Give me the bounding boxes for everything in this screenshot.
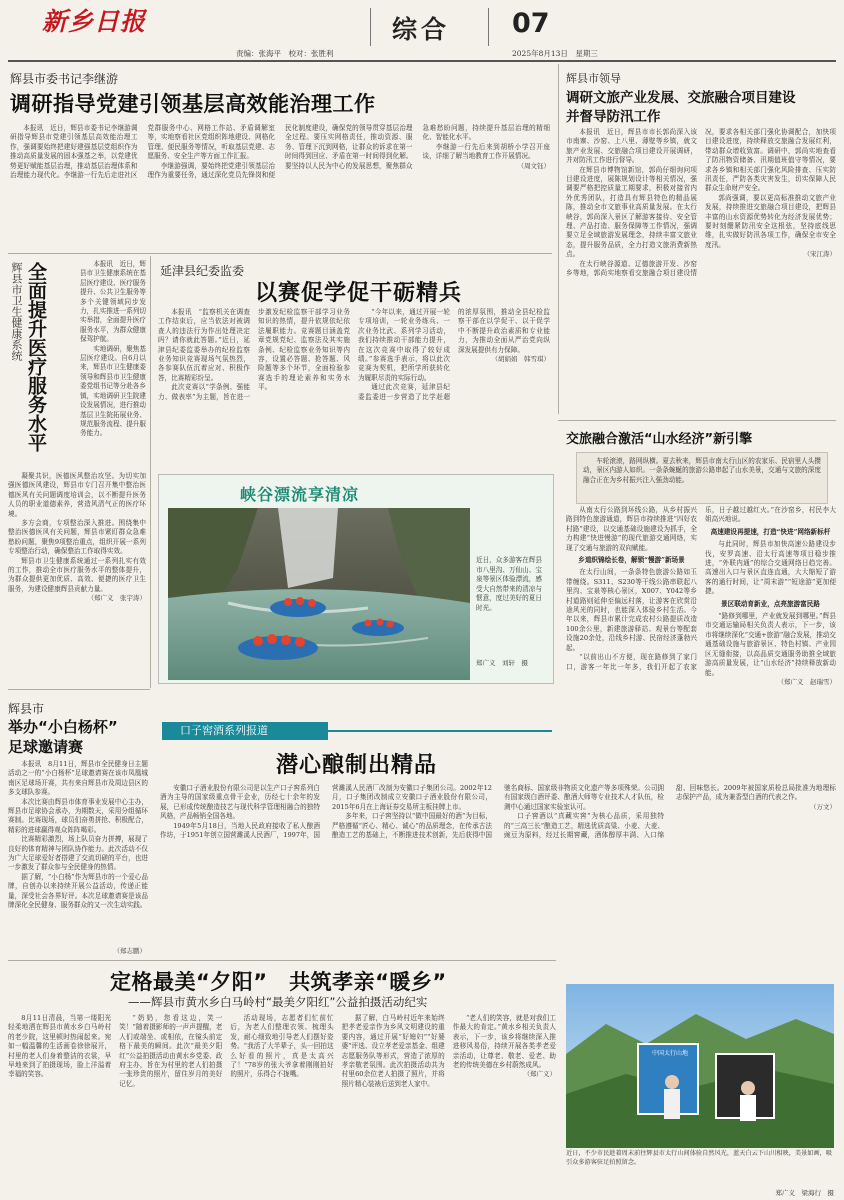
rafting-photo-illustration xyxy=(168,508,470,680)
article6-paragraph: 口子窖酒以“真藏实窖”为核心品质，采用独特的“三高三长”酿造工艺，精选优质高粱、小麦、大麦、豌豆为原料，经过长期窖藏，酒体醇厚丰满、入口绵甜、回味悠长。2009年被国家质检总局批准为地理标志保护产品，成为兼香型白酒的代表之作。 xyxy=(504,784,836,840)
right-column-rule xyxy=(558,64,559,414)
mountain-photo-illustration xyxy=(566,984,834,1148)
article7-photo xyxy=(566,984,834,1148)
article5-body xyxy=(8,760,148,944)
article7-paragraph: 与此同时，辉县市加快高速公路建设步伐，安罗高速、沿太行高速等项目稳步推进，“外联内通”的综合交通网络日趋完善。高速出入口与景区直连直通，大大缩短了游客的通行时间，让“周末游”“短途游”更加便捷。 xyxy=(705,540,836,596)
article5-kicker: 辉县市 xyxy=(8,702,45,716)
article1-paragraph: 李继游强调，要始终把党建引领基层治理作为重要任务，通过深化党员先锋岗和便民化制度建设，确保党的领导贯穿基层治理全过程。要压实网格责任，推动资源、服务、管理下沉到网格，让群众的诉求在第一时间得到回应、矛盾在第一时间得到化解。要坚持以人民为中心的发展思想，聚焦群众急难愁盼问题，持续提升基层治理的精细化、智能化水平。 xyxy=(147,124,550,180)
article1-headline: 调研指导党建引领基层高效能治理工作 xyxy=(10,92,376,116)
article8-credit: （郑广义） xyxy=(523,1070,556,1079)
photo1-title: 峡谷漂流享清凉 xyxy=(240,485,360,504)
article7-intro-box xyxy=(576,452,828,504)
article3-bottom-rule xyxy=(8,689,150,690)
article2-credit: （宋江涛） xyxy=(803,250,836,259)
article3-paragraph: 本报讯 近日，辉县市卫生健康系统在基层医疗建设、医疗服务提升、公共卫生服务等多个关键领域同步发力，扎实推进一系列切实举措，全面提升医疗服务水平，为群众健康保驾护航。 xyxy=(80,260,146,344)
article3-paragraph: 实地调研，聚焦基层医疗建设。自6月以来，辉县市卫生健康委领导和辉县市卫生健康委党组书记等分赴各乡镇，实地调研卫生院建设发展情况，进行推动基层卫生院拓展业务、规范服务流程、提升服务能力。 xyxy=(80,344,146,438)
article3-credit: （郑广义 张宇涛） xyxy=(87,594,146,603)
article4-paragraph: 通过此次竞赛，延津县纪委监委进一步营造了比学赶超的浓厚氛围，推动全县纪检监察干部在以学促干、以干促学中不断提升政治素质和专业能力，为推动全面从严治党向纵深发展提供有力保障。 xyxy=(358,308,550,401)
article6-body xyxy=(160,784,836,956)
article5-headline-line1: 举办“小白杨杯” xyxy=(8,718,118,736)
article7-credit: （郑广义 赵瑞雪） xyxy=(777,677,836,686)
article7-subhead: 乡道织锦绘长卷，解锁“慢游”新场景 xyxy=(578,556,685,565)
article7-poster-title: 中国太行山地 xyxy=(651,1050,688,1057)
masthead-logo-text: 新乡日报 xyxy=(42,7,147,36)
article2-paragraph: 在太行峡谷源道、辽德旅游开发、沙窑乡等地，郭尚实地察看交旅融合项目建设情况，要求各相关部门强化协调配合，加快项目建设进度，持续释放交旅融合发展红利，带动群众增收致富。调研中，郭尚实地查看了防汛物资储备、汛期值班值守等情况，要求各乡镇和相关部门强化风险排查、压实防汛责任，严防各类灾害发生，切实保障人民群众生命财产安全。 xyxy=(566,128,836,278)
article1-paragraph: 本报讯 近日，辉县市委书记李继游调研指导辉县市党建引领基层高效能治理工作，强调要始终把建好建强基层党组织作为推动高质量发展的固本强基之举，以党建优势更好赋能基层治理，推动基层治理体系和治理能力现代化。李继游一行先后走进社区党群服务中心、网格工作站、矛盾调解室等，实地察看社区党组织阵地建设、网格化管理、便民服务等情况，听取基层党建、志愿服务、安全生产等方面工作汇报。 xyxy=(10,124,275,180)
article3-paragraph: 多方会商，专项整治深入推进。围绕集中整治医德医风有关问题，辉县市紧盯群众急难愁盼问题，聚焦9项整治重点，组织开展一系列专项整治行动，确保整治工作取得实效。 xyxy=(8,519,146,556)
article1-bottom-rule xyxy=(8,253,552,254)
article2-paragraph: 郭尚强调，要以更高标准推动文旅产业发展，持续推进交旅融合项目建设，把辉县丰富的山水资源优势转化为经济发展优势；要时刻绷紧防汛安全这根弦，坚持底线思维，扎实做好防汛各项工作，确保全市安全度汛。 xyxy=(705,193,836,249)
article5-paragraph: 本报讯 8月11日，辉县市全民健身日主题活动之一的“小白杨杯”足球邀请赛在该市凤凰城南区足球场开赛，共有来自辉县市及周边县区的多支球队参赛。 xyxy=(8,760,148,797)
article3-body-top xyxy=(80,260,146,470)
article4-paragraph: “今年以来，通过开展一轮专项培训，一轮业务练兵、一次业务比武、系列学习活动，我们持续推动干部能力提升，在这次竞赛中取得了较好成绩。”参赛选手表示，将以此次竞赛为契机，把所学所获转化为履职尽责的实际行动。 xyxy=(358,308,450,382)
article3-vertical-headline: 全面提升医疗服务水平 xyxy=(25,262,47,452)
article6-paragraph: 多年来，口子窖坚持以“做中国最好的酒”为目标，严格遵循“匠心、精心、诚心”的品质理念，在传承古法酿造工艺的基础上，不断推进技术创新，先后获得中国驰名商标、国家级非物质文化遗产等多项殊荣。公司拥有国家级白酒评委、酿酒大师等专业技术人才队伍，检测中心通过国家实验室认可。 xyxy=(332,784,664,840)
article8-subheadline: ——辉县市黄水乡白马岭村“最美夕阳红”公益拍摄活动纪实 xyxy=(128,995,428,1009)
article1-kicker: 辉县市委书记李继游 xyxy=(10,72,119,86)
article4-paragraph: 本报讯 “监察机关在调查工作结束后，应当依法对被调查人的违法行为作出处理决定吗？请你就此答题。”近日，延津县纪委监委举办的纪检监察业务知识竞赛现场气氛热烈，各参赛队伍沉着应对、积极作答，比赛精彩纷呈。 xyxy=(158,308,250,382)
article1-body xyxy=(10,124,550,248)
article1-credit: （周文钰） xyxy=(517,161,550,170)
article7-photo-caption: 近日，不少市民趁着周末前往辉县市太行山间体验自然风光，蓝天白云下山川相映，美景如画，吸引众多游客驻足拍照留念。 xyxy=(566,1150,833,1166)
article5-headline-line2: 足球邀请赛 xyxy=(8,738,84,756)
article3-body-bottom xyxy=(8,472,146,684)
article5-credit: （郑志鹏） xyxy=(113,947,146,955)
article7-headline: 交旅融合激活“山水经济”新引擎 xyxy=(566,432,753,447)
article6-paragraph: 1949年5月18日，当地人民政府接收了私人酿酒作坊，于1951年创立国营濉溪人民酒厂，1997年，国营濉溪人民酒厂改制为安徽口子集团公司。2002年12月，口子集团改制成立安徽口子酒业股份有限公司，2015年6月在上海证券交易所主板挂牌上市。 xyxy=(160,784,492,840)
article5-paragraph: 据了解，“小白杨”作为辉县市的一个爱心品牌，自创办以来持续开展公益活动，传递正能量，深受社会各界好评。本次足球邀请赛是该品牌深化全民健身、服务群众的又一次生动实践。 xyxy=(8,872,148,910)
article2-paragraph: 在辉县市博物馆新馆，郭尚仔细询问项目建设进度，展陈规划设计等相关情况，强调要严格把控质量工期要求，积极对接省内外优秀团队，打造具有辉县特色的精品展陈，推动全市文旅事业高质量发展。在太行峡谷，郭尚深入景区了解游客接待、安全管理、产品打造、服务保障等工作情况，强调要立足全域旅游发展理念，持续丰富文旅业态，提升服务品质，全力打造文旅消费新热点。 xyxy=(566,165,697,259)
article8-headline: 定格最美“夕阳” 共筑孝亲“暖乡” xyxy=(110,970,447,994)
article4-paragraph: 此次竞赛以“学条例、强能力、做表率”为主题，旨在进一步激发纪检监察干部学习业务知识的热情，提升依规依纪依法履职能力。竞赛题目涵盖党章党规党纪、监察法及其实施条例、纪检监察业务知识等内容，设置必答题、抢答题、风险题等多个环节，全面检验参赛选手的理论素养和实务水平。 xyxy=(158,308,350,401)
article8-paragraph: 据了解，白马岭村近年来始终把孝老爱亲作为乡风文明建设的重要内容，通过开展“好媳妇”“好婆婆”评选、设立孝老爱亲基金、组建志愿服务队等形式，营造了浓厚的孝亲敬老氛围。此次拍摄活动共为村里60余位老人拍摄了照片，并将照片精心装裱后送到老人家中。 xyxy=(341,1014,445,1088)
article5-paragraph: 比赛精彩激烈，场上队员奋力拼搏，展现了良好的体育精神与团队协作能力。此次活动不仅为广大足球爱好者搭建了交流切磋的平台，也进一步激发了群众参与全民健身的热情。 xyxy=(8,835,148,872)
masthead-rule xyxy=(8,60,836,62)
article2-kicker: 辉县市领导 xyxy=(566,72,621,85)
article6-headline: 潜心酿制出精品 xyxy=(276,753,438,778)
article8-top-rule xyxy=(8,960,556,961)
date-line: 2025年8月13日 星期三 xyxy=(512,49,598,58)
article2-headline-line1: 调研文旅产业发展、交旅融合项目建设 xyxy=(566,90,796,106)
article7-intro: 车轮滚滚，路网纵横。夏去秋来，辉县市南太行山区的农家乐、民宿里人头攒动，景区内游人如织。一条条蜿蜒的旅游公路串起了山水美景，交通与文旅的深度融合正在为乡村振兴注入强劲动能。 xyxy=(583,457,821,484)
masthead-divider-1 xyxy=(370,8,371,46)
article8-body xyxy=(8,1014,556,1194)
article4-kicker: 延津县纪委监委 xyxy=(160,264,245,278)
photo1-credit: 郑广义 刘轩 摄 xyxy=(476,659,528,667)
article6-paragraph: 安徽口子酒业股份有限公司是以生产口子窖系列白酒为主导的国家级重点骨干企业，历经七十余年的发展，已形成传统酿造技艺与现代科学管理相融合的独特风格，产品畅销全国各地。 xyxy=(160,784,320,821)
article7-top-rule xyxy=(558,420,836,421)
article7-subhead: 高速建设再提速，打造“快进”网络新标杆 xyxy=(710,527,831,536)
article7-subhead: 景区联动育新业，点亮旅游富民路 xyxy=(721,599,820,608)
article6-credit: （万文） xyxy=(810,802,836,811)
article6-banner-line xyxy=(328,730,552,732)
article5-paragraph: 本次比赛由辉县市体育事业发展中心主办，辉县市足球协会承办，为期数天，采用分组循环赛制。比赛现场，球员们奋勇拼抢、积极配合，精彩的进球赢得观众阵阵喝彩。 xyxy=(8,797,148,834)
section-name: 综合 xyxy=(392,15,451,44)
article8-paragraph: “老人们的笑容，就是对我们工作最大的肯定。”黄水乡相关负责人表示，下一步，该乡将继续深入推进移风易俗，持续开展各类孝老爱亲活动，让尊老、敬老、爱老、助老的传统美德在乡村蔚然成风。 xyxy=(452,1014,556,1070)
masthead-divider-2 xyxy=(488,8,489,46)
article4-body xyxy=(158,308,550,470)
article7-paragraph: “以前出山不方便，现在路修到了家门口，游客一年比一年多，我们开起了农家乐，日子越过越红火。”在沙窑乡，村民李大姐高兴地说。 xyxy=(566,506,836,671)
article7-body xyxy=(566,506,836,796)
article6-banner-text: 口子窖酒系列报道 xyxy=(180,724,268,737)
left-column-rule xyxy=(150,256,151,688)
article4-credit: （胡娟娟 韩雪琪） xyxy=(491,355,550,364)
article8-paragraph: “奶奶，您看这边，笑一笑！”随着摄影师的一声声提醒，老人们或端坐、或相依，在镜头前定格下最美的瞬间。此次“最美夕阳红”公益拍摄活动由黄水乡党委、政府主办，旨在为村里的老人们拍摄一张珍贵的照片，留住岁月的美好记忆。 xyxy=(119,1014,223,1088)
photo1-caption: 近日，众多游客在辉县市八里沟、万仙山、宝泉等景区体验漂流，感受大自然带来的清凉与惬意，度过美好的夏日时光。 xyxy=(476,556,542,612)
article7-photo-credit: 郑广义 梁海行 摄 xyxy=(775,1189,834,1197)
article2-headline-line2: 并督导防汛工作 xyxy=(566,109,661,125)
article3-paragraph: 辉县市卫生健康系统通过一系列扎实有效的工作，推动全市医疗服务水平的整体提升，为群众提供更加优质、高效、便捷的医疗卫生服务，为建设健康辉县贡献力量。 xyxy=(8,556,146,593)
article2-body xyxy=(566,128,836,410)
article4-headline: 以赛促学促干砺精兵 xyxy=(255,281,463,306)
article8-paragraph: 活动现场，志愿者们忙前忙后，为老人们整理衣领、梳理头发，耐心细致地引导老人们摆好姿势。“我活了大半辈子，头一回拍这么好看的照片，真是太高兴了！”78岁的张大爷拿着刚刚拍好的照片，乐得合不拢嘴。 xyxy=(230,1014,334,1079)
article7-paragraph: “路修到哪里，产业就发展到哪里。”辉县市交通运输局相关负责人表示，下一步，该市将继续深化“交通+旅游”融合发展，推动交通基础设施与旅游景区、特色村镇、产业园区无缝衔接，以高品质交通服务助推全域旅游高质量发展，让“山水经济”持续释放新动能。 xyxy=(705,612,836,677)
article1-paragraph: 李继游一行先后来到胡桥小学召开座谈，详细了解当地教育工作开展情况。 xyxy=(422,142,550,161)
article7-paragraph: 在太行山间，一条条特色旅游公路如玉带缠绕。S311、S230等干线公路串联起八里沟、宝泉等核心景区，X007、Y042等乡村道路则延伸至偏远村落，让游客在欣赏沿途风光的同时，也能深入体验乡村生活。今年以来，辉县市累计完成农村公路提质改造100余公里，新建旅游驿站、观景台等配套设施20余处，沿线乡村游、民宿经济蓬勃兴起。 xyxy=(566,568,697,652)
article3-vertical-kicker: 辉县市卫生健康系统 xyxy=(10,262,23,361)
page-number: 07 xyxy=(512,8,550,39)
article7-paragraph: 从南太行公路到环线公路，从乡村振兴路到特色旅游通道，辉县市持续推进“四好农村路”建设，以交通基础设施建设为抓手，全力构建“快进慢游”的现代旅游交通网络，实现了交通与旅游的双向赋能。 xyxy=(566,506,697,552)
article3-paragraph: 凝聚共识，医德医风整治攻坚。为切实加强医德医风建设，辉县市专门召开集中整治医德医风有关问题调度培训会，以不断提升医务人员的职业道德素养，营造风清气正的医疗环境。 xyxy=(8,472,146,518)
editors-line: 责编：张海平 校对：张胜利 xyxy=(236,49,334,58)
masthead-logo xyxy=(42,6,222,38)
article8-paragraph: 8月11日清晨，当第一缕阳光轻柔地洒在辉县市黄水乡白马岭村的老少院，这里顿时热闹起来。宛如一幅温馨的生活画卷徐徐展开，村里的老人们身着整洁的衣裳，早早地来到了拍摄现场，脸上洋溢着幸福的笑容。 xyxy=(8,1014,112,1079)
article6-banner xyxy=(162,722,328,740)
photo1-image xyxy=(168,508,470,680)
article2-paragraph: 本报讯 近日，辉县市市长郭尚深入该市南寨、沙窑、上八里、薄壁等乡镇，就文旅产业发展、交旅融合项目建设开展调研，并对防汛工作进行督导。 xyxy=(566,128,697,165)
